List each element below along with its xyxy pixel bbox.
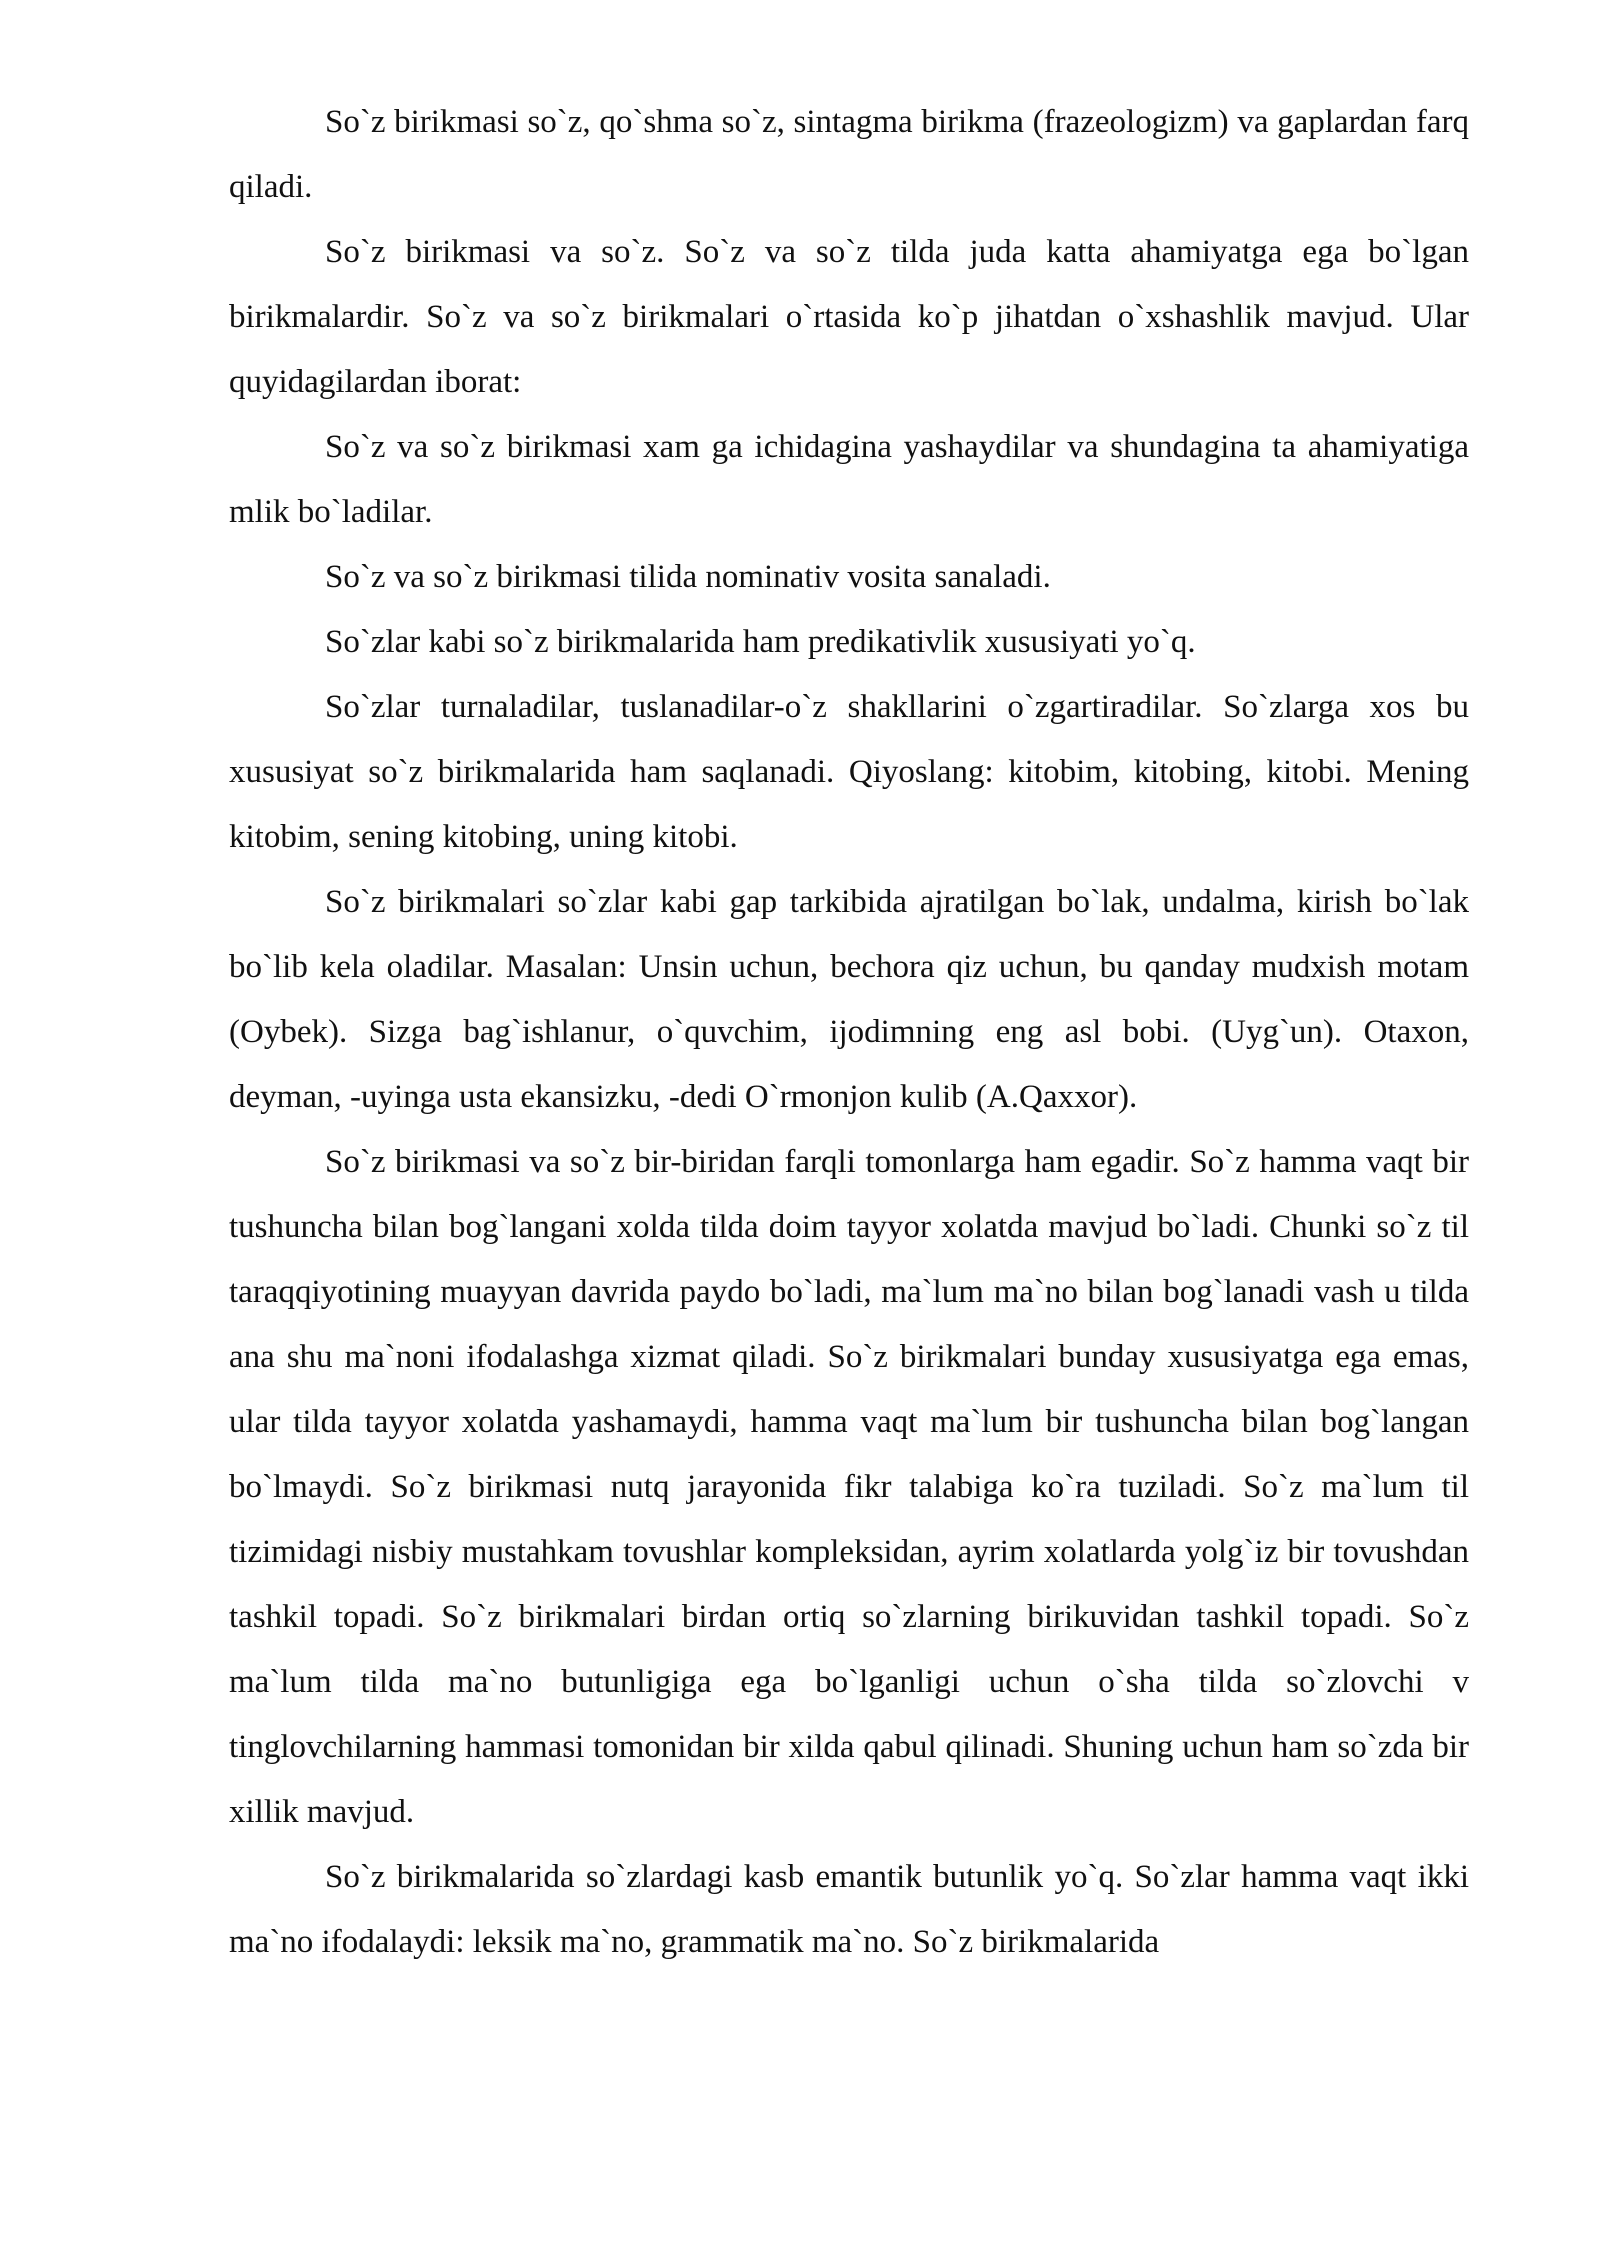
paragraph-7: So`z birikmalari so`zlar kabi gap tarkibida ajratilgan bo`lak, undalma, kirish bo`lak bo`lib kela oladilar. Masalan: Unsin uchun, bechora qiz uchun, bu qanday mudxish motam (Oybek). Sizga bag`ishlanur, o`quvchim, ijodimning eng asl bobi. (Uyg`un). Otaxon, deyman, -uyinga usta ekansizku, -dedi O`rmonjon kulib (A.Qaxxor). bbox=[229, 884, 1469, 1115]
paragraph-1: So`z birikmasi so`z, qo`shma so`z, sintagma birikma (frazeologizm) va gaplardan farq qiladi. bbox=[229, 104, 1469, 205]
paragraph-4: So`z va so`z birikmasi tilida nominativ vosita sanaladi. bbox=[325, 559, 1051, 595]
paragraph-9: So`z birikmalarida so`zlardagi kasb emantik butunlik yo`q. So`zlar hamma vaqt ikki ma`no ifodalaydi: leksik ma`no, grammatik ma`no. So`z birikmalarida bbox=[229, 1859, 1469, 1960]
paragraph-3: So`z va so`z birikmasi xam ga ichidagina yashaydilar va shundagina ta ahamiyatiga mlik bo`ladilar. bbox=[229, 429, 1469, 530]
paragraph-2: So`z birikmasi va so`z. So`z va so`z tilda juda katta ahamiyatga ega bo`lgan birikmalardir. So`z va so`z birikmalari o`rtasida ko`p jihatdan o`xshashlik mavjud. Ular quyidagilardan iborat: bbox=[229, 234, 1469, 400]
body-text bbox=[229, 90, 1469, 1975]
paragraph-5: So`zlar kabi so`z birikmalarida ham predikativlik xususiyati yo`q. bbox=[325, 624, 1196, 660]
paragraph-8: So`z birikmasi va so`z bir-biridan farqli tomonlarga ham egadir. So`z hamma vaqt bir tushuncha bilan bog`langani xolda tilda doim tayyor xolatda mavjud bo`ladi. Chunki so`z til taraqqiyotining muayyan davrida paydo bo`ladi, ma`lum ma`no bilan bog`lanadi vash u tilda ana shu ma`noni ifodalashga xizmat qiladi. So`z birikmalari bunday xususiyatga ega emas, ular tilda tayyor xolatda yashamaydi, hamma vaqt ma`lum bir tushuncha bilan bog`langan bo`lmaydi. So`z birikmasi nutq jarayonida fikr talabiga ko`ra tuziladi. So`z ma`lum til tizimidagi nisbiy mustahkam tovushlar kompleksidan, ayrim xolatlarda yolg`iz bir tovushdan tashkil topadi. So`z birikmalari birdan ortiq so`zlarning birikuvidan tashkil topadi. So`z ma`lum tilda ma`no butunligiga ega bo`lganligi uchun o`sha tilda so`zlovchi v tinglovchilarning hammasi tomonidan bir xilda qabul qilinadi. Shuning uchun ham so`zda bir xillik mavjud. bbox=[229, 1144, 1469, 1830]
paragraph-6: So`zlar turnaladilar, tuslanadilar-o`z shakllarini o`zgartiradilar. So`zlarga xos bu xususiyat so`z birikmalarida ham saqlanadi. Qiyoslang: kitobim, kitobing, kitobi. Mening kitobim, sening kitobing, uning kitobi. bbox=[229, 689, 1469, 855]
